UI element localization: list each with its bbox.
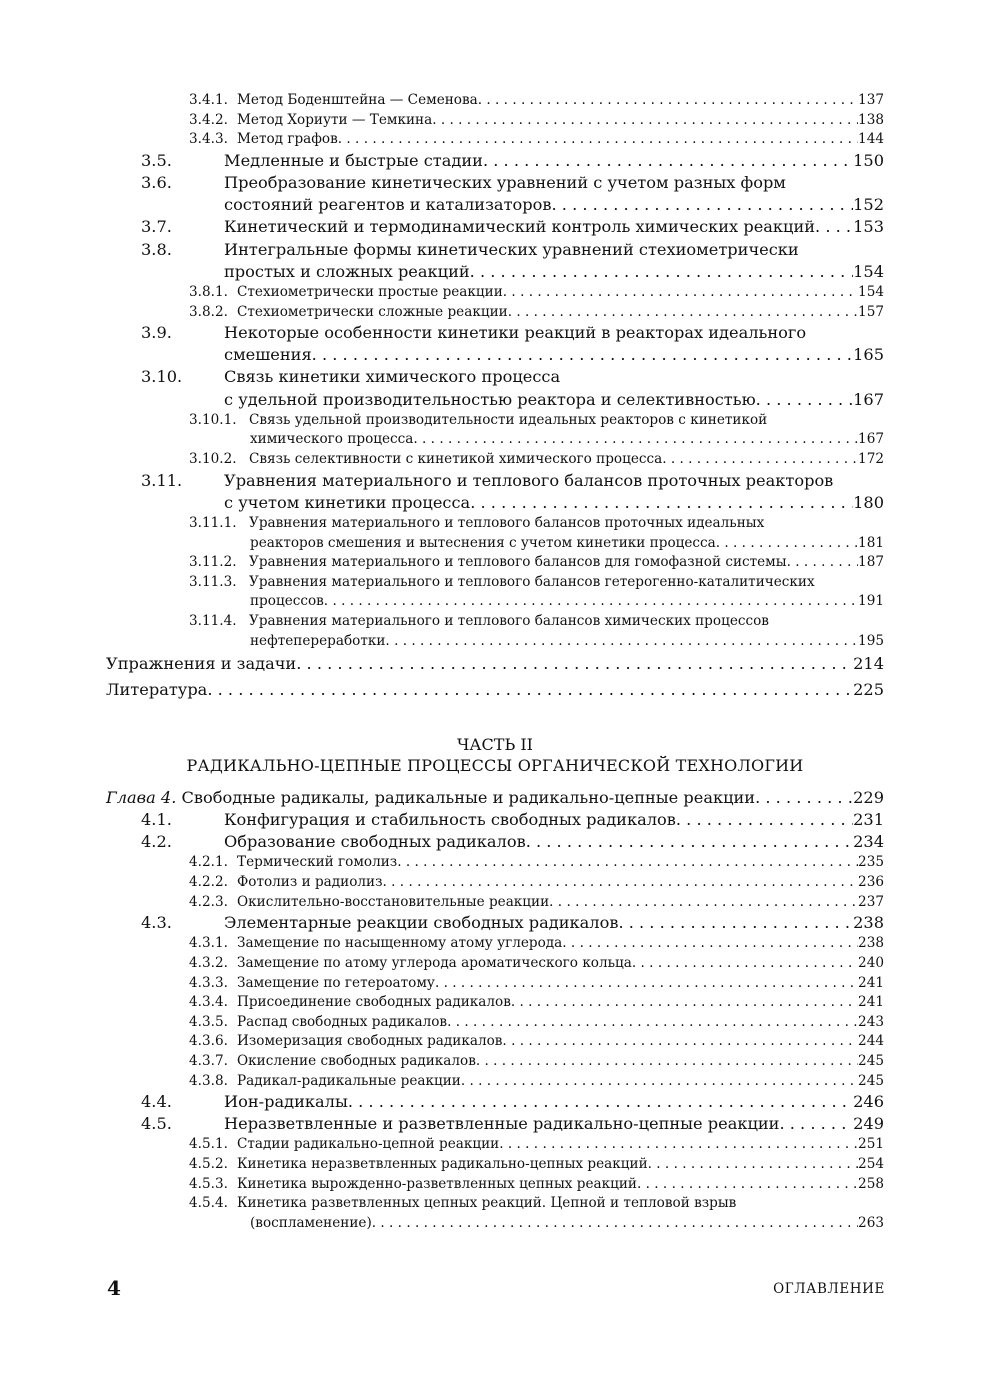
- entry-page: 154: [858, 283, 884, 300]
- entry-number: 3.11.1.: [189, 515, 237, 531]
- leader-dots: [502, 1032, 858, 1052]
- page-number: 4: [107, 1276, 121, 1300]
- toc-entry-line: [106, 492, 884, 514]
- leader-dots: [552, 194, 854, 216]
- toc-entry: [106, 912, 884, 934]
- toc-entry-line: [106, 809, 884, 831]
- leader-dots: [312, 344, 853, 366]
- entry-page: 245: [858, 1072, 884, 1089]
- toc-entry: [106, 150, 884, 172]
- part-title: РАДИКАЛЬНО-ЦЕПНЫЕ ПРОЦЕССЫ ОРГАНИЧЕСКОЙ ТЕХНОЛОГИИ: [186, 756, 804, 775]
- leader-dots: [756, 389, 853, 411]
- entry-title: Кинетический и термодинамический контроль химических реакций: [224, 217, 816, 237]
- entry-page: 254: [858, 1156, 884, 1173]
- toc-entry-line: [106, 194, 884, 216]
- toc-entry: [106, 1091, 884, 1113]
- entry-title: Кинетика вырожденно-разветвленных цепных реакций: [237, 1175, 637, 1192]
- toc-entry: [106, 993, 884, 1013]
- leader-dots: [508, 303, 858, 323]
- leader-dots: [413, 430, 858, 450]
- leader-dots: [526, 831, 853, 853]
- entry-number: 4.3.2.: [189, 954, 228, 971]
- toc-entry-line: [106, 366, 884, 388]
- leader-dots: [787, 553, 858, 573]
- entry-number: 3.4.1.: [189, 92, 228, 108]
- entry-title-continued: смешения: [224, 345, 312, 365]
- leader-dots: [815, 216, 853, 238]
- toc-entry-line: [106, 130, 884, 150]
- leader-dots: [618, 912, 853, 934]
- entry-page: 191: [858, 593, 884, 610]
- entry-page: 246: [853, 1092, 884, 1112]
- leader-dots: [637, 1175, 858, 1195]
- toc-entry: [106, 283, 884, 303]
- toc-entry-line: [106, 1155, 884, 1175]
- leader-dots: [476, 1052, 858, 1072]
- entry-page: 258: [858, 1175, 884, 1192]
- entry-number: 3.6.: [141, 172, 172, 192]
- toc-entry-line: [106, 1091, 884, 1113]
- entry-number: 4.4.: [141, 1092, 172, 1112]
- leader-dots: [648, 1155, 858, 1175]
- leader-dots: [470, 261, 853, 283]
- toc-entry-line: [106, 303, 884, 323]
- toc-entry: [106, 893, 884, 913]
- toc-entry: [106, 853, 884, 873]
- toc-entry: [106, 1194, 884, 1233]
- toc-entry-line: [106, 91, 884, 111]
- entry-title: Окисление свободных радикалов: [237, 1052, 476, 1069]
- entry-title: Медленные и быстрые стадии: [224, 150, 483, 170]
- entry-title-continued: реакторов смешения и вытеснения с учетом кинетики процесса: [250, 534, 716, 551]
- toc-entry-line: [106, 677, 884, 703]
- entry-number: 3.11.3.: [189, 573, 237, 590]
- entry-page: 240: [858, 954, 884, 971]
- entry-page: 154: [853, 261, 884, 281]
- entry-title-continued: химического процесса: [250, 431, 414, 448]
- toc-entry-line: [106, 470, 884, 492]
- entry-page: 263: [858, 1214, 884, 1231]
- entry-page: 157: [858, 303, 884, 320]
- toc-entry-line: [106, 172, 884, 194]
- entry-title: Уравнения материального и теплового балансов для гомофазной системы: [249, 554, 787, 571]
- entry-title: Кинетика разветвленных цепных реакций. Цепной и тепловой взрыв: [237, 1195, 737, 1212]
- entry-page: 153: [853, 217, 884, 237]
- toc-entry-line: [106, 411, 884, 431]
- leader-dots: [432, 111, 858, 131]
- toc-entry-line: [106, 150, 884, 172]
- entry-number: 4.2.1.: [189, 854, 228, 871]
- leader-dots: [461, 1072, 858, 1092]
- entry-number: 3.10.1.: [189, 411, 237, 428]
- toc-entry: [106, 172, 884, 216]
- entry-title: Замещение по атому углерода ароматического кольца: [237, 954, 632, 971]
- entry-title: Некоторые особенности кинетики реакций в реакторах идеального: [224, 323, 807, 343]
- entry-page: 238: [853, 913, 884, 933]
- toc-entry-line: [106, 534, 884, 554]
- chapter-heading: [106, 786, 884, 809]
- toc-entry: [106, 651, 884, 677]
- entry-page: 181: [858, 534, 884, 551]
- entry-number: 4.3.3.: [189, 974, 228, 991]
- toc-entry-line: [106, 283, 884, 303]
- entry-page: 195: [858, 632, 884, 649]
- toc-entry: [106, 130, 884, 150]
- entry-title: Преобразование кинетических уравнений с учетом разных форм: [224, 172, 786, 192]
- toc-entry-line: [106, 573, 884, 593]
- entry-title: Неразветвленные и разветвленные радикально-цепные реакции: [224, 1114, 780, 1134]
- toc-entry: [106, 366, 884, 410]
- entry-page: 138: [858, 111, 884, 128]
- entry-page: 234: [853, 832, 884, 852]
- toc-entry-line: [106, 322, 884, 344]
- entry-title: Связь удельной производительности идеальных реакторов с кинетикой: [249, 411, 768, 428]
- entry-page: 167: [858, 431, 884, 448]
- entry-title: Изомеризация свободных радикалов: [237, 1033, 503, 1050]
- entry-title: Элементарные реакции свободных радикалов: [224, 913, 619, 933]
- entry-title: Уравнения материального и теплового балансов проточных идеальных: [249, 515, 765, 531]
- toc-entry: [106, 470, 884, 514]
- entry-number: 4.1.: [141, 810, 172, 829]
- toc-section-bottom: [106, 786, 884, 1233]
- entry-number: 3.5.: [141, 150, 172, 170]
- entry-page: 167: [853, 389, 884, 409]
- entry-title: Стадии радикально-цепной реакции: [237, 1136, 500, 1153]
- toc-entry: [106, 91, 884, 111]
- entry-page: 214: [853, 654, 884, 674]
- toc-entry-line: [106, 1013, 884, 1033]
- entry-page: 244: [858, 1033, 884, 1050]
- entry-title: Кинетика неразветвленных радикально-цепных реакций: [237, 1156, 648, 1173]
- leader-dots: [662, 450, 858, 470]
- entry-title-continued: (воспламенение): [250, 1214, 372, 1231]
- entry-title: Замещение по гетероатому: [237, 974, 435, 991]
- entry-number: 4.5.: [141, 1114, 172, 1134]
- entry-page: 236: [858, 873, 884, 890]
- entry-number: 3.7.: [141, 217, 172, 237]
- toc-entry: [106, 677, 884, 703]
- entry-page: 225: [853, 679, 884, 699]
- leader-dots: [716, 534, 858, 554]
- entry-page: 144: [858, 131, 884, 148]
- entry-number: 3.11.4.: [189, 612, 237, 629]
- toc-entry-line: [106, 1175, 884, 1195]
- toc-entry: [106, 612, 884, 651]
- leader-dots: [549, 893, 858, 913]
- leader-dots: [755, 786, 853, 809]
- entry-title: Уравнения материального и теплового балансов химических процессов: [249, 612, 769, 629]
- entry-title: Стехиометрически сложные реакции: [237, 303, 508, 320]
- toc-entry-line: [106, 934, 884, 954]
- leader-dots: [324, 592, 858, 612]
- entry-page: 238: [858, 935, 884, 952]
- entry-title: Присоединение свободных радикалов: [237, 994, 511, 1011]
- entry-page: 241: [858, 974, 884, 991]
- toc-entry-line: [106, 111, 884, 131]
- entry-title: Метод Хориути — Темкина: [237, 111, 433, 128]
- entry-title: Упражнения и задачи: [106, 654, 297, 674]
- toc-entry-line: [106, 651, 884, 677]
- toc-entry-line: [106, 1194, 884, 1214]
- toc-entry: [106, 1135, 884, 1155]
- entry-number: 4.3.6.: [189, 1033, 228, 1050]
- leader-dots: [632, 954, 858, 974]
- toc-entry: [106, 411, 884, 450]
- toc-entry: [106, 553, 884, 573]
- toc-entry: [106, 1175, 884, 1195]
- toc-entry: [106, 934, 884, 954]
- entry-number: 4.3.5.: [189, 1013, 228, 1030]
- entry-title-continued: с учетом кинетики процесса: [224, 492, 471, 512]
- toc-entry: [106, 1032, 884, 1052]
- entry-page: 172: [858, 451, 884, 468]
- toc-entry-line: [106, 993, 884, 1013]
- entry-page: 245: [858, 1052, 884, 1069]
- entry-number: 3.4.2.: [189, 111, 228, 128]
- toc-entry: [106, 1155, 884, 1175]
- entry-page: 165: [853, 345, 884, 365]
- toc-entry: [106, 322, 884, 366]
- toc-entry-line: [106, 632, 884, 652]
- entry-number: 4.3.: [141, 913, 172, 933]
- entry-number: 3.8.2.: [189, 303, 228, 320]
- entry-number: 4.3.8.: [189, 1072, 228, 1089]
- leader-dots: [348, 1091, 853, 1113]
- toc-entry: [106, 873, 884, 893]
- part-label: ЧАСТЬ II: [457, 735, 533, 754]
- entry-title-continued: нефтепереработки: [250, 632, 386, 649]
- chapter-label: Глава 4.: [106, 788, 177, 807]
- entry-page: 180: [853, 492, 884, 512]
- entry-number: 3.11.2.: [189, 554, 237, 571]
- entry-number: 4.5.4.: [189, 1195, 228, 1212]
- entry-title: Связь селективности с кинетикой химического процесса: [249, 451, 663, 468]
- entry-title: Уравнения материального и теплового балансов проточных реакторов: [224, 470, 834, 490]
- leader-dots: [296, 651, 849, 677]
- toc-entry-line: [106, 389, 884, 411]
- leader-dots: [779, 1113, 853, 1135]
- leader-dots: [676, 809, 853, 831]
- toc-entry-line: [106, 514, 884, 534]
- toc-entry-line: [106, 430, 884, 450]
- entry-number: 3.10.: [141, 367, 183, 387]
- toc-entry-line: [106, 553, 884, 573]
- entry-title: Конфигурация и стабильность свободных радикалов: [224, 810, 676, 829]
- toc-entry-line: [106, 261, 884, 283]
- leader-dots: [562, 934, 858, 954]
- toc-section-top: [106, 91, 884, 702]
- toc-entry: [106, 573, 884, 612]
- entry-page: 152: [853, 195, 884, 215]
- toc-entry-line: [106, 216, 884, 238]
- toc-entry-line: [106, 831, 884, 853]
- toc-entry-line: [106, 873, 884, 893]
- entry-title: Связь кинетики химического процесса: [224, 367, 561, 387]
- leader-dots: [447, 1013, 858, 1033]
- entry-title-continued: с удельной производительностью реактора и селективностью: [224, 389, 756, 409]
- entry-number: 4.5.3.: [189, 1175, 228, 1192]
- entry-number: 3.11.: [141, 470, 183, 490]
- entry-page: 241: [858, 994, 884, 1011]
- entry-title: Распад свободных радикалов: [237, 1013, 448, 1030]
- entry-title-continued: простых и сложных реакций: [224, 261, 470, 281]
- toc-entry-line: [106, 893, 884, 913]
- entry-title: Замещение по насыщенному атому углерода: [237, 935, 563, 952]
- toc-entry-line: [106, 974, 884, 994]
- entry-number: 4.2.: [141, 832, 172, 852]
- leader-dots: [483, 150, 853, 172]
- entry-number: 3.8.1.: [189, 283, 228, 300]
- entry-page: 243: [858, 1013, 884, 1030]
- toc-entry-line: [106, 912, 884, 934]
- toc-entries: [106, 809, 884, 1233]
- entry-page: 137: [858, 92, 884, 108]
- toc-entry: [106, 111, 884, 131]
- entry-number: 4.3.7.: [189, 1052, 228, 1069]
- leader-dots: [383, 873, 859, 893]
- toc-entry-line: [106, 1214, 884, 1234]
- leader-dots: [470, 492, 853, 514]
- toc-entry: [106, 303, 884, 323]
- entry-title-continued: процессов: [250, 593, 324, 610]
- chapter-page: 229: [853, 788, 884, 807]
- leader-dots: [338, 130, 858, 150]
- entry-page: 251: [858, 1136, 884, 1153]
- entry-number: 4.3.1.: [189, 935, 228, 952]
- entry-title: Метод Боденштейна — Семенова: [237, 92, 478, 108]
- toc-entry: [106, 809, 884, 831]
- entry-page: 187: [858, 554, 884, 571]
- toc-entry: [106, 974, 884, 994]
- toc-entry-line: [106, 1113, 884, 1135]
- entry-title: Образование свободных радикалов: [224, 832, 526, 852]
- toc-entry-line: [106, 1135, 884, 1155]
- toc-entry-line: [106, 1072, 884, 1092]
- entry-number: 4.5.1.: [189, 1136, 228, 1153]
- chapter-title: Свободные радикалы, радикальные и радикально-цепные реакции: [181, 788, 756, 807]
- entry-title: Фотолиз и радиолиз: [237, 873, 383, 890]
- toc-entry: [106, 831, 884, 853]
- entry-title: Уравнения материального и теплового балансов гетерогенно-каталитических: [249, 573, 815, 590]
- entry-number: 3.9.: [141, 323, 172, 343]
- entry-number: 3.4.3.: [189, 131, 228, 148]
- entry-title: Ион-радикалы: [224, 1092, 348, 1112]
- toc-entry: [106, 954, 884, 974]
- running-title: ОГЛАВЛЕНИЕ: [773, 1281, 885, 1297]
- entry-page: 237: [858, 893, 884, 910]
- leader-dots: [503, 283, 858, 303]
- toc-entry-line: [106, 954, 884, 974]
- entry-title: Стехиометрически простые реакции: [237, 283, 503, 300]
- entry-title: Окислительно-восстановительные реакции: [237, 893, 550, 910]
- leader-dots: [511, 993, 858, 1013]
- leader-dots: [385, 632, 858, 652]
- leader-dots: [372, 1214, 858, 1234]
- toc-entry-line: [106, 612, 884, 632]
- leader-dots: [397, 853, 858, 873]
- entry-title-continued: состояний реагентов и катализаторов: [224, 195, 552, 215]
- toc-entry-line: [106, 853, 884, 873]
- toc-entry: [106, 1013, 884, 1033]
- entry-title: Радикал-радикальные реакции: [237, 1072, 461, 1089]
- entry-page: 150: [853, 150, 884, 170]
- toc-entry-line: [106, 592, 884, 612]
- entry-page: 231: [853, 810, 884, 829]
- entry-number: 4.3.4.: [189, 994, 228, 1011]
- toc-entry: [106, 450, 884, 470]
- leader-dots: [478, 91, 858, 111]
- toc-entry: [106, 239, 884, 283]
- entry-number: 3.8.: [141, 239, 172, 259]
- toc-entry-line: [106, 344, 884, 366]
- entry-title: Литература: [106, 679, 208, 699]
- entry-number: 4.2.2.: [189, 873, 228, 890]
- entry-number: 4.5.2.: [189, 1156, 228, 1173]
- leader-dots: [435, 974, 858, 994]
- entry-title: Термический гомолиз: [237, 854, 398, 871]
- leader-dots: [207, 677, 849, 703]
- toc-entry-line: [106, 1052, 884, 1072]
- toc-entry-line: [106, 1032, 884, 1052]
- toc-entry: [106, 1113, 884, 1135]
- entry-title: Метод графов: [237, 131, 338, 148]
- toc-entry: [106, 216, 884, 238]
- entry-title: Интегральные формы кинетических уравнений стехиометрически: [224, 239, 799, 259]
- entry-number: 3.10.2.: [189, 451, 237, 468]
- entry-page: 235: [858, 854, 884, 871]
- leader-dots: [499, 1135, 858, 1155]
- toc-entry: [106, 1052, 884, 1072]
- entry-page: 249: [853, 1114, 884, 1134]
- entry-number: 4.2.3.: [189, 893, 228, 910]
- toc-entry: [106, 514, 884, 553]
- toc-entry: [106, 1072, 884, 1092]
- toc-entry-line: [106, 450, 884, 470]
- toc-entry-line: [106, 239, 884, 261]
